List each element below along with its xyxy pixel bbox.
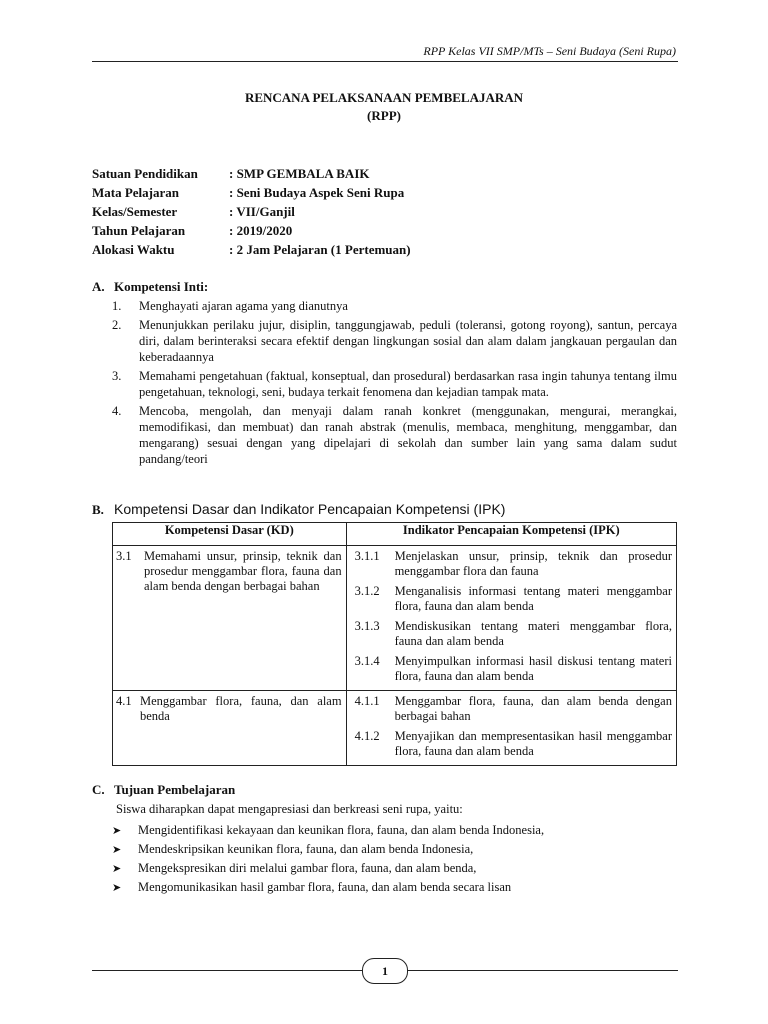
item-text: Memahami pengetahuan (faktual, konseptual, dan prosedural) berdasarkan rasa ingin tahunya tentang ilmu pengetahuan, teknologi, seni, budaya terkait fenomena dan kejadian tampak mata.: [139, 369, 677, 399]
table-header-row: [113, 523, 677, 546]
ipk-text: Menyajikan dan mempresentasikan hasil menggambar flora, fauna dan alam benda: [394, 729, 672, 758]
tujuan-list: [112, 821, 544, 897]
footer-rule-left: [92, 970, 362, 971]
list-item: [112, 840, 544, 859]
ipk-number: 3.1.3: [354, 619, 380, 633]
identity-value: : 2 Jam Pelajaran (1 Pertemuan): [229, 242, 411, 257]
ipk-text: Menyimpulkan informasi hasil diskusi tentang materi flora, fauna dan alam benda: [394, 654, 672, 683]
kd-ipk-table: [112, 522, 677, 766]
kompetensi-inti-list: [112, 298, 677, 470]
kd-item: [116, 694, 342, 724]
section-title: Tujuan Pembelajaran: [114, 782, 236, 797]
identity-row: [92, 183, 411, 202]
ipk-cell: [346, 691, 676, 766]
ipk-item: [355, 619, 672, 649]
table-row: [113, 691, 677, 766]
kd-cell: [113, 691, 347, 766]
identity-value: : SMP GEMBALA BAIK: [229, 166, 370, 181]
identity-value: : 2019/2020: [229, 223, 293, 238]
ipk-text: Menganalisis informasi tentang materi menggambar flora, fauna dan alam benda: [394, 584, 672, 613]
section-c-heading: [92, 782, 235, 798]
item-text: Mengidentifikasi kekayaan dan keunikan flora, fauna, dan alam benda Indonesia,: [138, 823, 545, 837]
running-header: RPP Kelas VII SMP/MTs – Seni Budaya (Seni Rupa): [423, 44, 676, 58]
kd-text: Menggambar flora, fauna, dan alam benda: [140, 694, 342, 723]
ipk-item: [355, 729, 672, 759]
ipk-number: 3.1.1: [354, 549, 380, 563]
document-subtitle: (RPP): [367, 108, 401, 123]
ipk-text: Menggambar flora, fauna, dan alam benda dengan berbagai bahan: [394, 694, 672, 723]
item-number: 4.: [112, 404, 122, 418]
section-title: Kompetensi Dasar dan Indikator Pencapaian Kompetensi (IPK): [114, 501, 506, 517]
item-number: 1.: [112, 299, 122, 313]
identity-label: Kelas/Semester: [92, 204, 178, 219]
ipk-cell: [346, 546, 676, 691]
identity-value: : VII/Ganjil: [229, 204, 295, 219]
table-row: [113, 546, 677, 691]
item-text: Menunjukkan perilaku jujur, disiplin, tanggungjawab, peduli (toleransi, gotong royong), santun, percaya diri, dalam berinteraksi secara efektif dengan lingkungan sosial dan alam dalam jangkauan pergaulan dan keberadaannya: [139, 318, 677, 364]
identity-row: [92, 164, 411, 183]
tujuan-intro: Siswa diharapkan dapat mengapresiasi dan berkreasi seni rupa, yaitu:: [116, 802, 463, 816]
identity-label: Tahun Pelajaran: [92, 223, 186, 238]
section-letter: B.: [92, 502, 104, 517]
list-item: [112, 298, 677, 314]
item-number: 2.: [112, 318, 122, 332]
ipk-item: [355, 654, 672, 684]
item-number: 3.: [112, 369, 122, 383]
ipk-item: [355, 584, 672, 614]
arrow-bullet-icon: ➤: [112, 881, 122, 894]
column-header-ipk: Indikator Pencapaian Kompetensi (IPK): [346, 523, 676, 546]
item-text: Menghayati ajaran agama yang dianutnya: [139, 299, 348, 313]
identity-value: : Seni Budaya Aspek Seni Rupa: [229, 185, 405, 200]
section-title: Kompetensi Inti:: [114, 279, 209, 294]
header-rule: [92, 61, 678, 62]
list-item: [112, 878, 544, 897]
section-a-heading: [92, 279, 208, 295]
ipk-item: [355, 549, 672, 579]
identity-block: [92, 164, 411, 259]
identity-label: Mata Pelajaran: [92, 185, 180, 200]
ipk-number: 4.1.1: [354, 694, 380, 708]
document-title: RENCANA PELAKSANAAN PEMBELAJARAN: [244, 90, 524, 105]
arrow-bullet-icon: ➤: [112, 862, 122, 875]
column-header-kd: Kompetensi Dasar (KD): [113, 523, 347, 546]
section-letter: C.: [92, 782, 105, 797]
arrow-bullet-icon: ➤: [112, 824, 122, 837]
ipk-number: 4.1.2: [354, 729, 380, 743]
ipk-item: [355, 694, 672, 724]
ipk-number: 3.1.4: [354, 654, 380, 668]
ipk-text: Menjelaskan unsur, prinsip, teknik dan prosedur menggambar flora dan fauna: [394, 549, 672, 578]
identity-label: Satuan Pendidikan: [92, 166, 198, 181]
identity-row: [92, 221, 411, 240]
section-b-heading: [92, 501, 505, 518]
kd-text: Memahami unsur, prinsip, teknik dan prosedur menggambar flora, fauna dan alam benda dengan berbagai bahan: [144, 549, 342, 593]
ipk-text: Mendiskusikan tentang materi menggambar flora, fauna dan alam benda: [394, 619, 672, 648]
identity-label: Alokasi Waktu: [92, 242, 175, 257]
list-item: [112, 821, 544, 840]
arrow-bullet-icon: ➤: [112, 843, 122, 856]
kd-item: [116, 549, 342, 594]
item-text: Mengomunikasikan hasil gambar flora, fauna, dan alam benda secara lisan: [138, 880, 512, 894]
kd-cell: [113, 546, 347, 691]
list-item: [112, 403, 677, 467]
kd-number: 4.1: [116, 694, 132, 708]
list-item: [112, 317, 677, 365]
list-item: [112, 368, 677, 400]
kd-number: 3.1: [116, 549, 132, 563]
footer-rule-right: [406, 970, 678, 971]
ipk-number: 3.1.2: [354, 584, 380, 598]
item-text: Mencoba, mengolah, dan menyaji dalam ranah konkret (menggunakan, mengurai, merangkai, memodifikasi, dan membuat) dan ranah abstrak (menulis, membaca, menghitung, menggambar, dan mengarang) sesuai dengan yang dipelajari di sekolah dan sumber lain yang sama dalam sudut pandang/teori: [139, 404, 677, 466]
item-text: Mendeskripsikan keunikan flora, fauna, dan alam benda Indonesia,: [138, 842, 474, 856]
item-text: Mengekspresikan diri melalui gambar flora, fauna, dan alam benda,: [138, 861, 477, 875]
list-item: [112, 859, 544, 878]
page-number: 1: [362, 958, 408, 984]
identity-row: [92, 240, 411, 259]
identity-row: [92, 202, 411, 221]
section-letter: A.: [92, 279, 105, 294]
